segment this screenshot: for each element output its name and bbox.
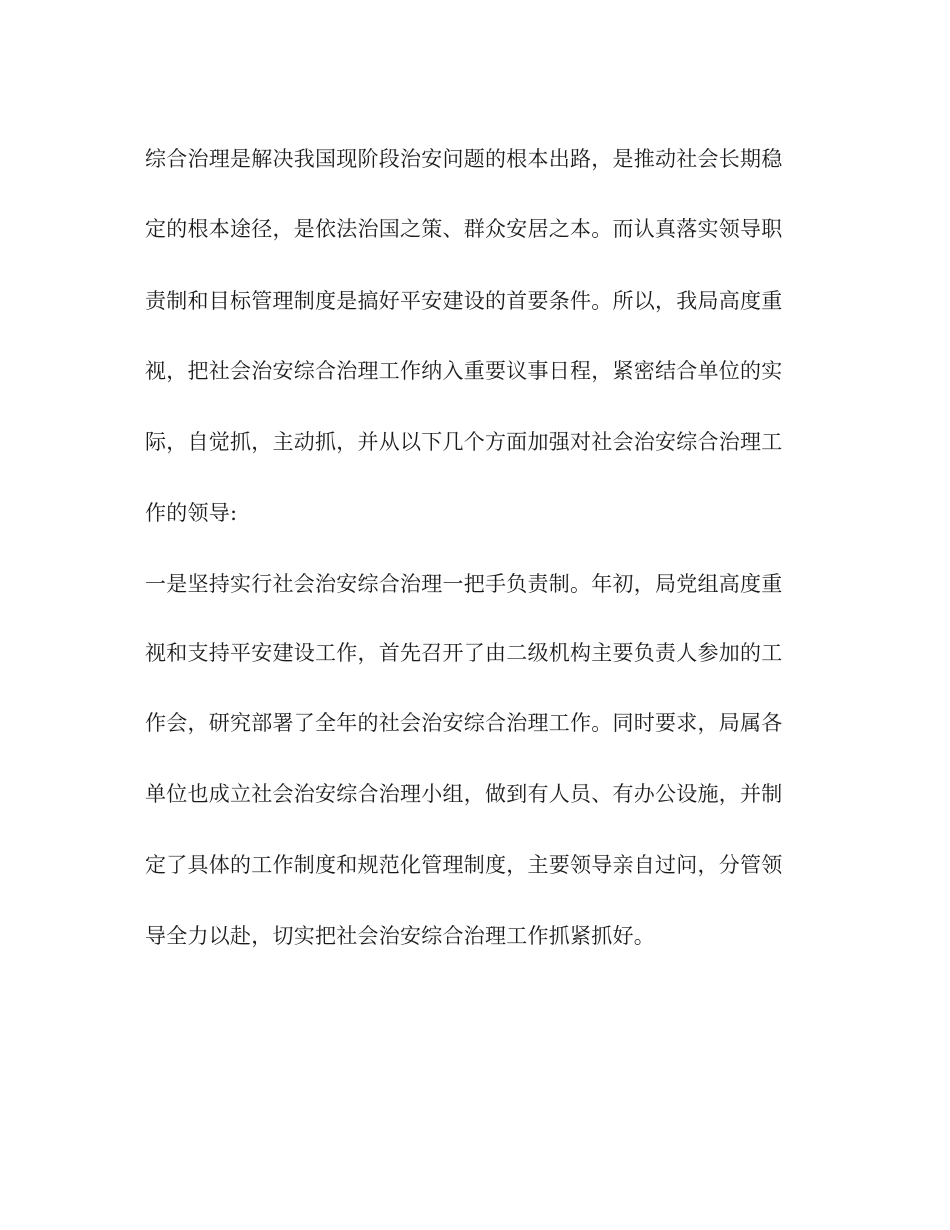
text-line-7: 一是坚持实行社会治安综合治理一把手负责制。年初，局党组高度重 [145,572,783,596]
text-line-2: 定的根本途径，是依法治国之策、群众安居之本。而认真落实领导职 [145,217,783,241]
text-line-3: 责制和目标管理制度是搞好平安建设的首要条件。所以，我局高度重 [145,289,783,313]
text-line-9: 作会，研究部署了全年的社会治安综合治理工作。同时要求，局属各 [145,711,783,735]
text-line-6: 作的领导: [145,501,238,525]
text-line-10: 单位也成立社会治安综合治理小组，做到有人员、有办公设施，并制 [145,782,783,806]
text-line-11: 定了具体的工作制度和规范化管理制度，主要领导亲自过问，分管领 [145,853,783,877]
text-line-12: 导全力以赴，切实把社会治安综合治理工作抓紧抓好。 [145,924,655,948]
text-line-1: 综合治理是解决我国现阶段治安问题的根本出路，是推动社会长期稳 [145,147,783,171]
text-line-4: 视，把社会治安综合治理工作纳入重要议事日程，紧密结合单位的实 [145,359,783,383]
text-line-8: 视和支持平安建设工作，首先召开了由二级机构主要负责人参加的工 [145,641,783,665]
text-line-5: 际，自觉抓，主动抓，并从以下几个方面加强对社会治安综合治理工 [145,430,783,454]
